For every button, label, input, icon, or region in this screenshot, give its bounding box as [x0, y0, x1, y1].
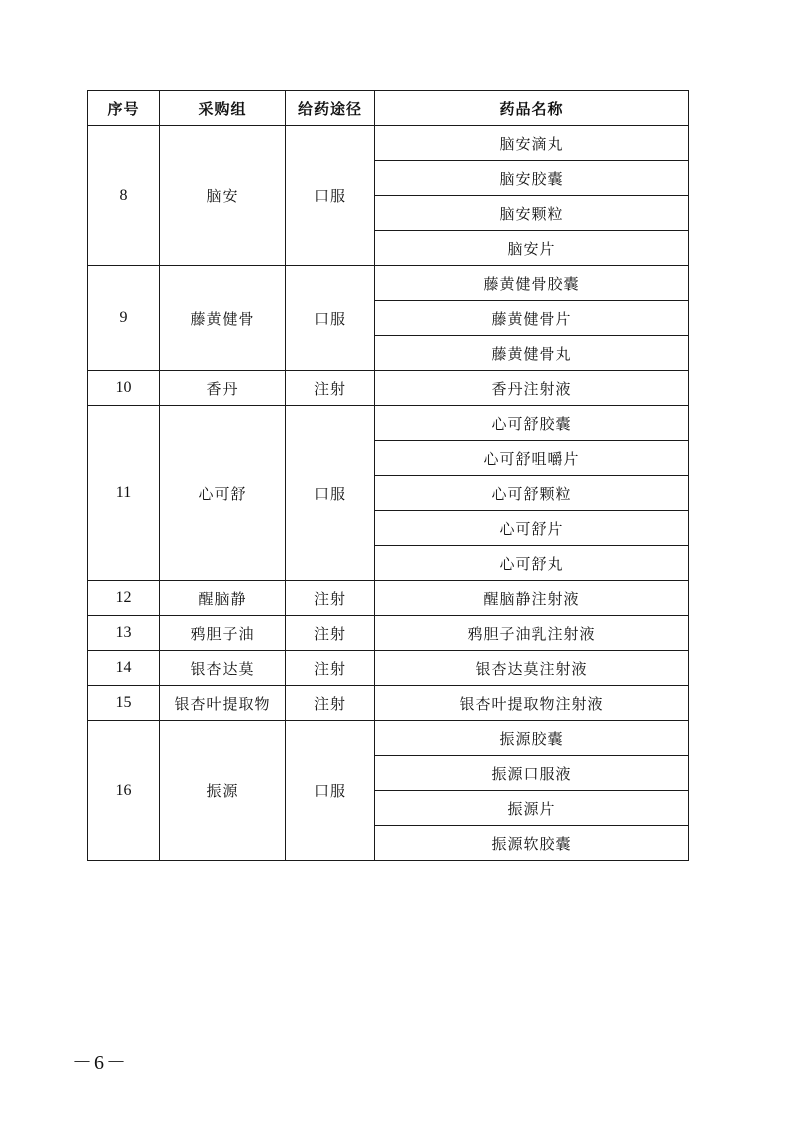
- header-drug-name: 药品名称: [375, 91, 689, 126]
- group-cell: 银杏叶提取物: [160, 686, 286, 721]
- group-cell: 银杏达莫: [160, 651, 286, 686]
- drug-name-cell: 鸦胆子油乳注射液: [375, 616, 689, 651]
- route-cell: 注射: [286, 616, 375, 651]
- table-row: [88, 126, 689, 161]
- seq-cell: 8: [88, 126, 160, 266]
- drug-name-cell: 银杏叶提取物注射液: [375, 686, 689, 721]
- route-cell: 口服: [286, 406, 375, 581]
- header-route: 给药途径: [286, 91, 375, 126]
- drug-name-cell: 脑安胶囊: [375, 161, 689, 196]
- drug-name-cell: 脑安颗粒: [375, 196, 689, 231]
- group-cell: 振源: [160, 721, 286, 861]
- seq-cell: 11: [88, 406, 160, 581]
- route-cell: 口服: [286, 721, 375, 861]
- drug-name-cell: 藤黄健骨胶囊: [375, 266, 689, 301]
- table-row: [88, 686, 689, 721]
- header-seq: 序号: [88, 91, 160, 126]
- drug-name-cell: 振源口服液: [375, 756, 689, 791]
- route-cell: 注射: [286, 581, 375, 616]
- drug-name-cell: 心可舒片: [375, 511, 689, 546]
- drug-name-cell: 振源胶囊: [375, 721, 689, 756]
- drug-name-cell: 心可舒丸: [375, 546, 689, 581]
- drug-name-cell: 香丹注射液: [375, 371, 689, 406]
- group-cell: 醒脑静: [160, 581, 286, 616]
- seq-cell: 14: [88, 651, 160, 686]
- drug-name-cell: 脑安片: [375, 231, 689, 266]
- route-cell: 注射: [286, 651, 375, 686]
- drug-name-cell: 振源软胶囊: [375, 826, 689, 861]
- drug-name-cell: 藤黄健骨片: [375, 301, 689, 336]
- group-cell: 心可舒: [160, 406, 286, 581]
- table-row: [88, 721, 689, 756]
- route-cell: 注射: [286, 371, 375, 406]
- table-row: [88, 371, 689, 406]
- drug-name-cell: 心可舒颗粒: [375, 476, 689, 511]
- drug-name-cell: 心可舒胶囊: [375, 406, 689, 441]
- route-cell: 注射: [286, 686, 375, 721]
- table-row: [88, 616, 689, 651]
- route-cell: 口服: [286, 266, 375, 371]
- header-group: 采购组: [160, 91, 286, 126]
- group-cell: 藤黄健骨: [160, 266, 286, 371]
- header-row: [88, 91, 689, 126]
- group-cell: 鸦胆子油: [160, 616, 286, 651]
- seq-cell: 16: [88, 721, 160, 861]
- table-body: [88, 126, 689, 861]
- drug-name-cell: 醒脑静注射液: [375, 581, 689, 616]
- drug-table: [87, 90, 689, 861]
- table-row: [88, 266, 689, 301]
- table-row: [88, 581, 689, 616]
- seq-cell: 15: [88, 686, 160, 721]
- drug-name-cell: 银杏达莫注射液: [375, 651, 689, 686]
- seq-cell: 13: [88, 616, 160, 651]
- group-cell: 香丹: [160, 371, 286, 406]
- route-cell: 口服: [286, 126, 375, 266]
- drug-name-cell: 脑安滴丸: [375, 126, 689, 161]
- seq-cell: 12: [88, 581, 160, 616]
- page-number: －6－: [72, 1052, 128, 1074]
- drug-name-cell: 心可舒咀嚼片: [375, 441, 689, 476]
- group-cell: 脑安: [160, 126, 286, 266]
- drug-name-cell: 藤黄健骨丸: [375, 336, 689, 371]
- table-header: [88, 91, 689, 126]
- table-row: [88, 651, 689, 686]
- table-row: [88, 406, 689, 441]
- seq-cell: 9: [88, 266, 160, 371]
- seq-cell: 10: [88, 371, 160, 406]
- drug-name-cell: 振源片: [375, 791, 689, 826]
